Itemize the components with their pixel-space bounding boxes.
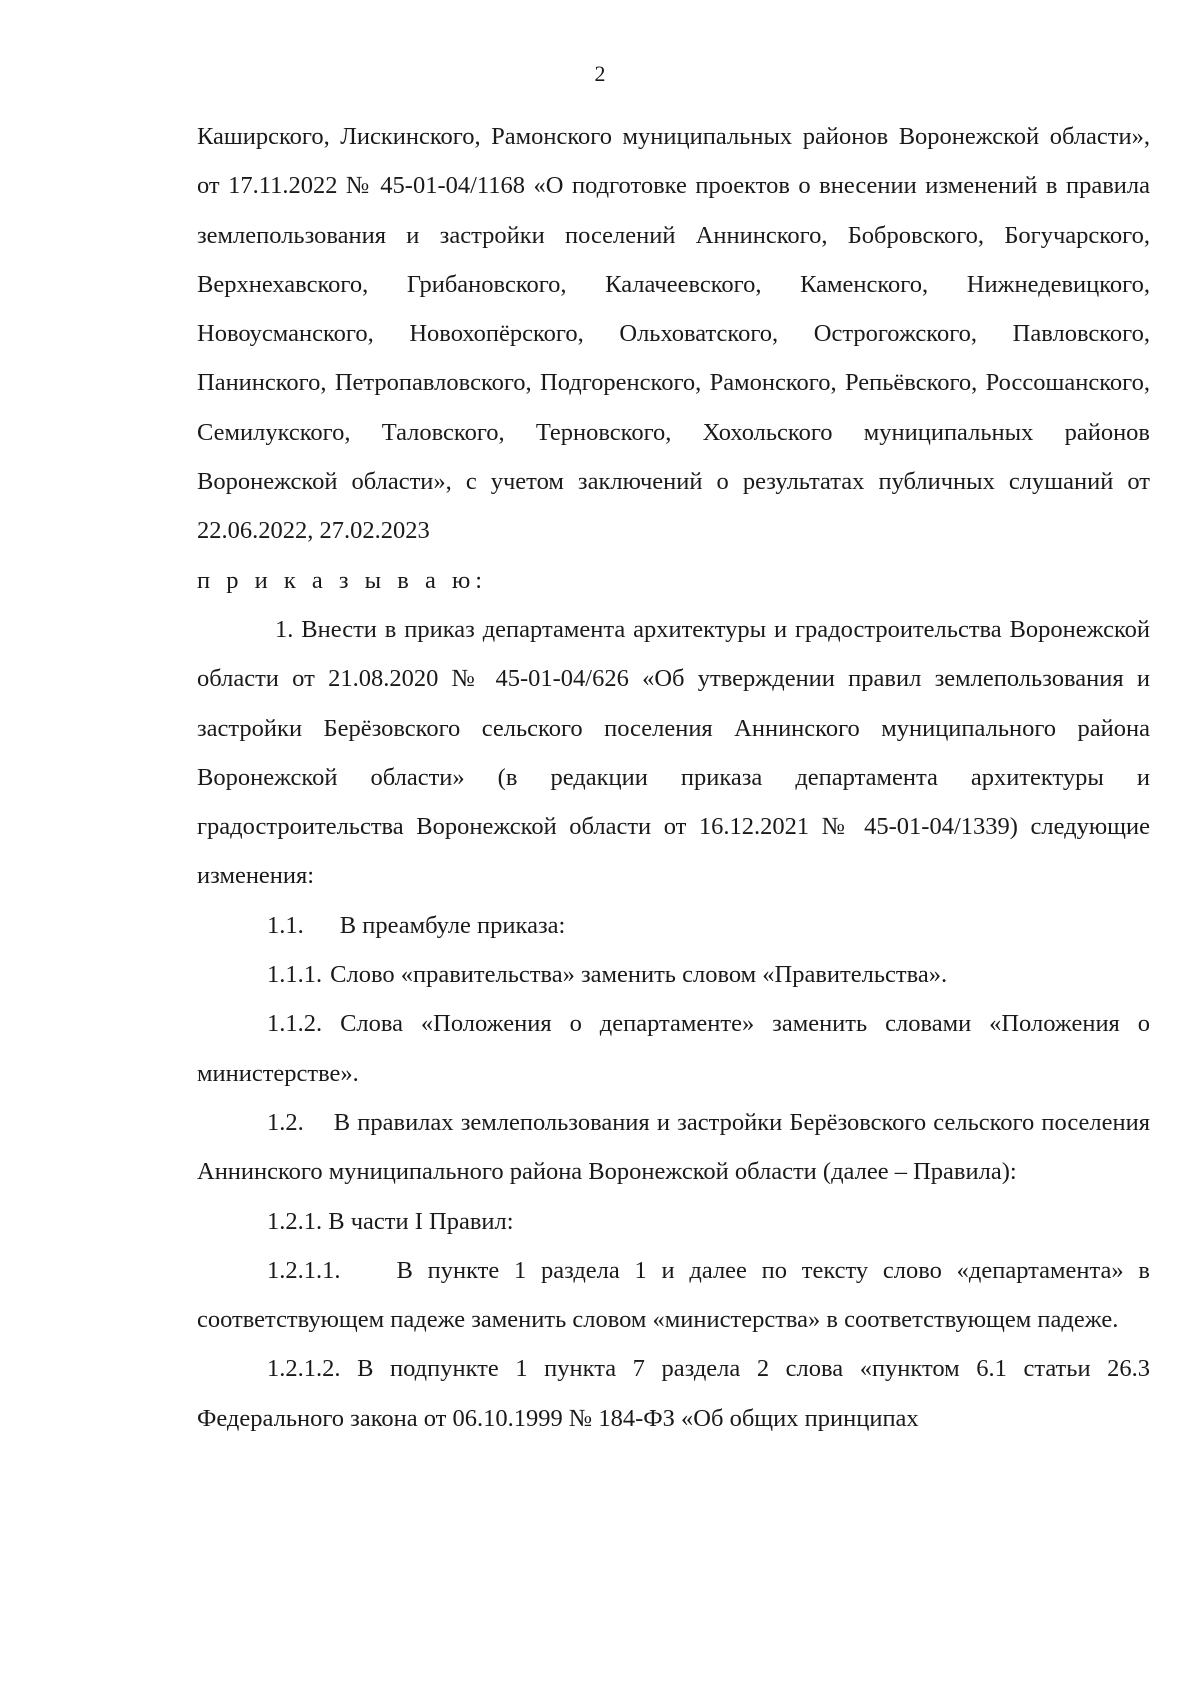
paragraph-item-1: 1. Внести в приказ департамента архитектуры и градостроительства Воронежской области от 21.08.2020 № 45-01-04/626 «Об утверждении правил землепользования и застройки Берёзовского сельского поселения Аннинского муниципального района Воронежской области» (в редакции приказа департамента архитектуры и градостроительства Воронежской области от 16.12.2021 № 45-01-04/1339) следующие изменения:: [197, 615, 1150, 890]
item-number: 1.2.1.1.: [267, 1256, 341, 1284]
item-text: Слово «правительства» заменить словом «Правительства».: [330, 961, 948, 989]
page-number: 2: [594, 61, 606, 86]
item-number: 1.1.2.: [267, 1010, 323, 1038]
paragraph-item-1-1-1: [197, 950, 1150, 999]
paragraph-item-1-1-2: [197, 999, 1150, 1098]
item-number: 1.1.1.: [267, 961, 323, 989]
paragraph-item-1-2-1-2: [197, 1344, 1150, 1443]
paragraph-preamble-continuation: Каширского, Лискинского, Рамонского муниципальных районов Воронежской области», от 17.11.2022 № 45-01-04/1168 «О подготовке проектов о внесении изменений в правила землепользования и застройки поселений Аннинского, Бобровского, Богучарского, Верхнехавского, Грибановского, Калачеевского, Каменского, Нижнедевицкого, Новоусманского, Новохопёрского, Ольховатского, Острогожского, Павловского, Панинского, Петропавловского, Подгоренского, Рамонского, Репьёвского, Россошанского, Семилукского, Таловского, Терновского, Хохольского муниципальных районов Воронежской области», с учетом заключений о результатах публичных слушаний от 22.06.2022, 27.02.2023: [197, 123, 1150, 545]
item-number: 1.2.: [267, 1108, 304, 1136]
item-text: В части I Правил:: [328, 1207, 514, 1235]
paragraph-item-1-2-1: [197, 1197, 1150, 1246]
paragraph-item-1-2-1-1: [197, 1246, 1150, 1345]
item-text: Слова «Положения о департаменте» заменить словами «Положения о министерстве».: [197, 1010, 1151, 1087]
item-text: В подпункте 1 пункта 7 раздела 2 слова «пунктом 6.1 статьи 26.3 Федерального закона от 06.10.1999 № 184-ФЗ «Об общих принципах: [197, 1355, 1150, 1432]
item-number: 1.2.1.: [267, 1207, 323, 1235]
item-number: 1.1.: [267, 911, 304, 939]
item-text: В преамбуле приказа:: [339, 911, 566, 939]
paragraph-item-1-2: [197, 1098, 1150, 1197]
item-number: 1.2.1.2.: [267, 1355, 341, 1383]
paragraph-item-1-1: [197, 901, 1150, 950]
paragraph-order-word: п р и к а з ы в а ю:: [197, 566, 488, 594]
item-text: В правилах землепользования и застройки Берёзовского сельского поселения Аннинского муниципального района Воронежской области (далее – Правила):: [197, 1108, 1150, 1186]
document-body: [197, 112, 1150, 1443]
item-text: В пункте 1 раздела 1 и далее по тексту слово «департамента» в соответствующем падеже заменить словом «министерства» в соответствующем падеже.: [197, 1256, 1150, 1334]
